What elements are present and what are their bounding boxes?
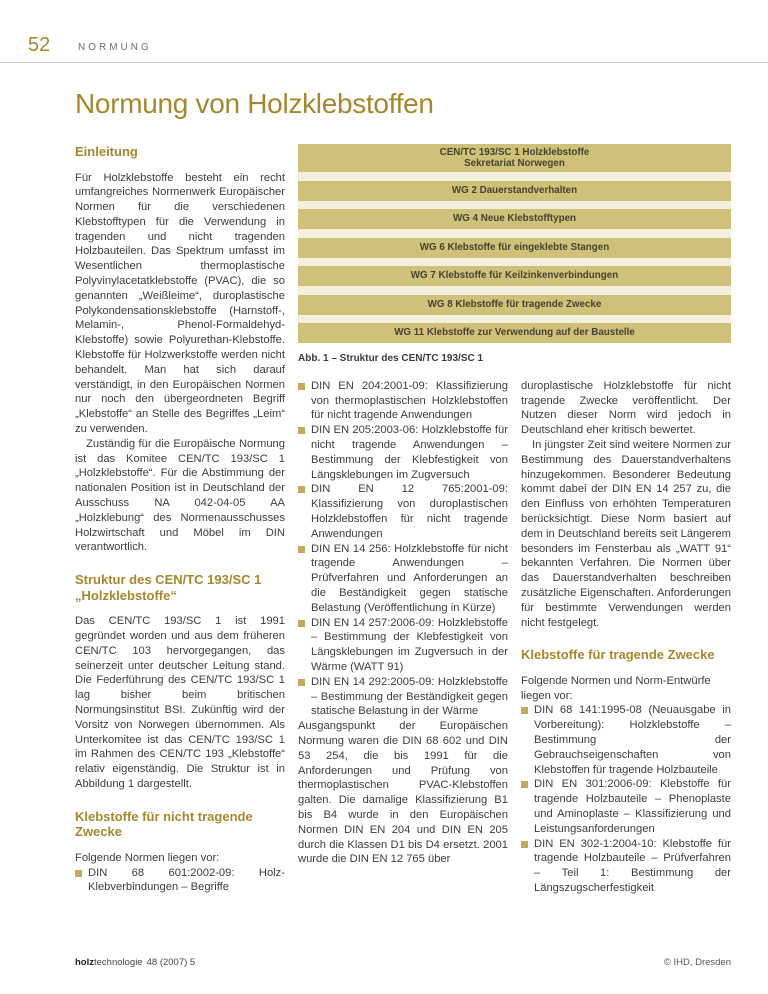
list-intro: Folgende Normen liegen vor:: [75, 851, 220, 864]
heading-nicht-tragende: Klebstoffe für nicht tragende Zwecke: [75, 808, 253, 840]
list-item: DIN EN 14 257:2006-09: Holzklebstoffe – Bestimmung der Klebfestigkeit von Längsklebungen im Zugversuch in der Wärme (WATT 91): [298, 616, 508, 675]
paragraph: In jüngster Zeit sind weitere Normen zur Bestimmung des Dauerstandverhaltens hinzugekommen. Besonderer Bedeutung kommt dabei der DIN EN 14 257 zu, die den Einfluss von erhöhten Temperaturen berücksichtigt. Diese Norm basiert auf dem in Deutschland bereits seit Längerem besonders im Fensterbau als „WATT 91“ bekannten Verfahren. Die Normen über das Dauerstandverhalten beschreiben zusätzliche Eigenschaften. Anforderungen für bestimmte Verwendungen werden nicht festgelegt.: [521, 438, 731, 629]
figure-caption: Abb. 1 – Struktur des CEN/TC 193/SC 1: [298, 353, 484, 364]
diagram-wg-bar: WG 8 Klebstoffe für tragende Zwecke: [298, 295, 731, 315]
heading-einleitung: Einleitung: [75, 144, 138, 159]
section-label: NORMUNG: [78, 42, 152, 53]
column-right: [521, 379, 731, 896]
list-item: DIN EN 205:2003-06: Holzklebstoffe für nicht tragende Anwendungen – Bestimmung der Klebfestigkeit von Längsklebungen im Zugversuch: [298, 423, 508, 482]
journal-name-rest: technologie: [94, 957, 143, 968]
paragraph: Für Holzklebstoffe besteht ein recht umfangreiches Normenwerk Europäischer Normen für die verschiedenen Klebstofftypen für die Verwendung in tragenden und nicht tragenden Holzbauteilen. Das Spektrum umfasst im Wesentlichen thermoplastische Polyvinylacetatklebstoffe (PVAC), die so genannten „Weißleime“, duroplastische Polykondensationsklebstoffe (Harnstoff-, Melamin-, Phenol-Formaldehyd-Klebstoffe) sowie Polyurethan-Klebstoffe. Klebstoffe für Holzwerkstoffe werden nicht behandelt. Man hat sich darauf verständigt, in den Europäischen Normen nur noch den übergeordneten Begriff „Klebstoffe“ an Stelle des Begriffes „Leim“ zu verwenden.: [75, 171, 285, 436]
column-left: [75, 144, 285, 896]
diagram-wg-bar: WG 11 Klebstoffe zur Verwendung auf der Baustelle: [298, 323, 731, 343]
diagram-wg-bar: WG 2 Dauerstandverhalten: [298, 181, 731, 201]
list-intro: Folgende Normen und Norm-Entwürfe liegen vor:: [521, 674, 711, 702]
figure-structure-diagram: [298, 144, 731, 367]
paragraph: Das CEN/TC 193/SC 1 ist 1991 gegründet worden und aus dem früheren CEN/TC 103 hervorgegangen, das seinerzeit unter deutscher Leitung stand. Die Federführung des CEN/TC 193/SC 1 lag bisher beim britischen Normungsinstitut BSI. Zukünftig wird der Vorsitz von Norwegen übernommen. Als Unterkomitee ist das CEN/TC 193/SC 1 im Rahmen des CEN/TC 193 „Klebstoffe“ relativ eigenständig. Die Struktur ist in Abbildung 1 dargestellt.: [75, 615, 285, 790]
diagram-wg-bar: WG 4 Neue Klebstofftypen: [298, 209, 731, 229]
list-item: DIN EN 204:2001-09: Klassifizierung von thermoplastischen Holzklebstoffen für nicht tragende Anwendungen: [298, 379, 508, 423]
paragraph: Zuständig für die Europäische Normung ist das Komitee CEN/TC 193/SC 1 „Holzklebstoffe“. Für die Abstimmung der nationalen Position ist in Deutschland der Ausschuss NA 042-04-05 AA „Holzklebung“ des Normenausschusses Holzwirtschaft und Möbel im DIN verantwortlich.: [75, 437, 285, 554]
diagram-root-line1: CEN/TC 193/SC 1 Holzklebstoffe: [439, 146, 590, 158]
list-item: DIN 68 141:1995-08 (Neuausgabe in Vorbereitung): Holzklebstoffe – Bestimmung der Gebrauchseigenschaften von Klebstoffen für tragende Holzbauteile: [521, 703, 731, 777]
page-footer: [75, 957, 731, 968]
page-number: 52: [28, 34, 51, 56]
heading-tragende: Klebstoffe für tragende Zwecke: [521, 647, 715, 663]
list-item: DIN 68 601:2002-09: Holz-Klebverbindungen – Begriffe: [75, 866, 285, 896]
diagram-wg-bar: WG 6 Klebstoffe für eingeklebte Stangen: [298, 238, 731, 258]
journal-issue: 48 (2007) 5: [146, 957, 196, 968]
article-content: [75, 144, 731, 896]
diagram-root-line2: Sekretariat Norwegen: [464, 158, 565, 169]
header-divider: [0, 62, 768, 63]
column-middle: [298, 379, 508, 896]
journal-name-bold: holz: [75, 957, 94, 968]
list-item: DIN EN 301:2006-09: Klebstoffe für tragende Holzbauteile – Phenoplaste und Aminoplaste – Klassifizierung und Leistungsanforderungen: [521, 777, 731, 836]
diagram-wg-bar: WG 7 Klebstoffe für Keilzinkenverbindungen: [298, 266, 731, 286]
footer-journal: [75, 957, 195, 968]
paragraph: duroplastische Holzklebstoffe für nicht tragende Zwecke veröffentlicht. Der Nutzen dieser Norm wird jedoch in Deutschland eher kritisch bewertet.: [521, 379, 731, 437]
article-title: Normung von Holzklebstoffen: [75, 88, 434, 119]
list-item: DIN EN 14 292:2005-09: Holzklebstoffe – Bestimmung der Beständigkeit gegen statische Belastung in der Wärme: [298, 675, 508, 719]
list-item: DIN EN 12 765:2001-09: Klassifizierung von duroplastischen Holzklebstoffen für nicht tragende Anwendungen: [298, 482, 508, 541]
list-item: DIN EN 14 256: Holzklebstoffe für nicht tragende Anwendungen – Prüfverfahren und Anforderungen an die Beständigkeit gegen statische Belastung (Veröffentlichung in Kürze): [298, 542, 508, 616]
diagram-panel: [298, 144, 731, 343]
diagram-root-bar: [298, 144, 731, 172]
footer-copyright: © IHD, Dresden: [663, 957, 731, 968]
paragraph: Ausgangspunkt der Europäischen Normung waren die DIN 68 602 und DIN 53 254, die bis 1991 für die Anforderungen und Prüfung von thermoplastischen PVAC-Klebstoffen galten. Die damalige Klassifizierung B1 bis B4 wurde in den Europäischen Normen DIN EN 204 und DIN EN 205 durch die Klassen D1 bis D4 ersetzt. 2001 wurde die DIN EN 12 765 über: [298, 720, 508, 866]
heading-struktur: Struktur des CEN/TC 193/SC 1 „Holzklebstoffe“: [75, 572, 262, 603]
list-item: DIN EN 302-1:2004-10: Klebstoffe für tragende Holzbauteile – Prüfverfahren – Teil 1: Bestimmung der Längszugscherfestigkeit: [521, 837, 731, 896]
